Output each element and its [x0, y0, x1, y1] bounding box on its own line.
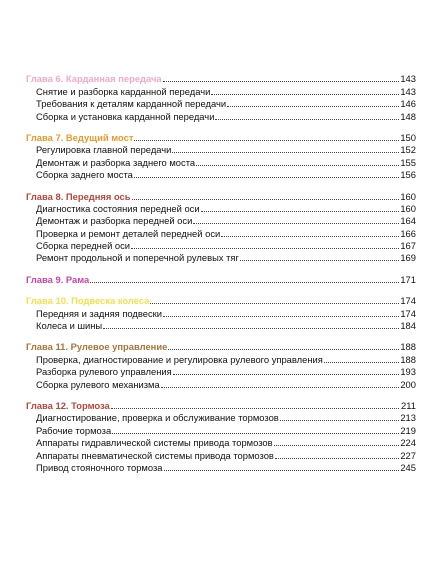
dot-leader [173, 374, 399, 375]
chapter-heading[interactable] [26, 341, 416, 353]
page-number: 146 [400, 98, 416, 110]
entry-title: Диагностирование, проверка и обслуживание тормозов [36, 412, 279, 424]
page-number: 143 [400, 73, 416, 85]
entry-title: Требования к деталям карданной передачи [36, 98, 227, 110]
page-number: 188 [400, 341, 416, 353]
entry-title: Разборка рулевого управления [36, 366, 172, 378]
dot-leader [240, 260, 399, 261]
page-number: 166 [400, 227, 416, 239]
dot-leader [211, 94, 399, 95]
dot-leader [168, 349, 399, 350]
chapter-heading[interactable] [26, 190, 416, 202]
chapter-title: Глава 9. Рама [26, 273, 90, 285]
entry-title: Проверка и ремонт деталей передней оси [36, 227, 221, 239]
entry-title: Проверка, диагностирование и регулировка рулевого управления [36, 353, 323, 365]
chapter-heading[interactable] [26, 400, 416, 412]
dot-leader [275, 458, 399, 459]
toc-entry[interactable] [26, 98, 416, 110]
entry-title: Передняя и задняя подвески [36, 307, 163, 319]
chapter-block [26, 295, 416, 332]
toc-entry[interactable] [26, 110, 416, 122]
entry-title: Сборка рулевого механизма [36, 378, 160, 390]
entry-title: Сборка передней оси [36, 240, 131, 252]
page-number: 150 [400, 131, 416, 143]
page-number: 171 [400, 273, 416, 285]
page-number: 143 [400, 85, 416, 97]
page-number: 169 [400, 252, 416, 264]
chapter-title: Глава 7. Ведущий мост [26, 131, 134, 143]
page-number: 174 [400, 295, 416, 307]
dot-leader [103, 328, 399, 329]
chapter-title: Глава 6. Карданная передача [26, 73, 162, 85]
chapter-title: Глава 8. Передняя ось [26, 190, 131, 202]
dot-leader [227, 106, 399, 107]
dot-leader [280, 420, 399, 421]
toc-entry[interactable] [26, 240, 416, 252]
toc-entry[interactable] [26, 353, 416, 365]
chapter-title: Глава 11. Рулевое управление [26, 341, 168, 353]
page-number: 160 [400, 190, 416, 202]
toc-entry[interactable] [26, 462, 416, 474]
page-number: 164 [400, 215, 416, 227]
entry-title: Демонтаж и разборка заднего моста [36, 156, 196, 168]
chapter-heading[interactable] [26, 132, 416, 144]
toc-entry[interactable] [26, 156, 416, 168]
page-number: 213 [400, 412, 416, 424]
dot-leader [221, 236, 399, 237]
dot-leader [90, 282, 399, 283]
chapter-block [26, 341, 416, 391]
toc-entry[interactable] [26, 227, 416, 239]
entry-title: Привод стояночного тормоза [36, 461, 163, 473]
page-number: 193 [400, 366, 416, 378]
dot-leader [193, 223, 399, 224]
dot-leader [196, 165, 399, 166]
dot-leader [274, 445, 399, 446]
entry-title: Аппараты пневматической системы привода тормозов [36, 449, 274, 461]
dot-leader [131, 248, 399, 249]
dot-leader [163, 316, 399, 317]
page-number: 152 [400, 144, 416, 156]
entry-title: Аппараты гидравлической системы привода тормозов [36, 437, 273, 449]
toc-entry[interactable] [26, 366, 416, 378]
page-number: 219 [400, 424, 416, 436]
chapter-heading[interactable] [26, 273, 416, 285]
chapter-title: Глава 12. Тормоза [26, 399, 110, 411]
entry-title: Диагностика состояния передней оси [36, 202, 200, 214]
dot-leader [164, 470, 400, 471]
entry-title: Сборка и установка карданной передачи [36, 110, 215, 122]
dot-leader [215, 119, 399, 120]
page-number: 184 [400, 320, 416, 332]
toc-entry[interactable] [26, 85, 416, 97]
toc-entry[interactable] [26, 412, 416, 424]
page-number: 167 [400, 240, 416, 252]
page-number: 155 [400, 156, 416, 168]
dot-leader [201, 211, 399, 212]
dot-leader [324, 362, 399, 363]
toc-entry[interactable] [26, 320, 416, 332]
chapter-heading[interactable] [26, 73, 416, 85]
page-number: 156 [400, 169, 416, 181]
dot-leader [163, 81, 399, 82]
page-number: 227 [400, 449, 416, 461]
dot-leader [111, 408, 399, 409]
dot-leader [172, 152, 399, 153]
page-number: 224 [400, 437, 416, 449]
toc-entry[interactable] [26, 424, 416, 436]
entry-title: Рабочие тормоза [36, 424, 112, 436]
entry-title: Демонтаж и разборка передней оси [36, 215, 193, 227]
page-number: 211 [401, 399, 416, 411]
page-number: 245 [400, 461, 416, 473]
toc-entry[interactable] [26, 378, 416, 390]
entry-title: Колеса и шины [36, 320, 103, 332]
toc-entry[interactable] [26, 215, 416, 227]
toc-entry[interactable] [26, 144, 416, 156]
table-of-contents [26, 73, 416, 483]
dot-leader [161, 387, 399, 388]
dot-leader [134, 140, 399, 141]
chapter-block [26, 73, 416, 123]
entry-title: Сборка заднего моста [36, 169, 133, 181]
chapter-title: Глава 10. Подвеска колеса [26, 295, 150, 307]
toc-entry[interactable] [26, 437, 416, 449]
dot-leader [132, 199, 399, 200]
toc-entry[interactable] [26, 169, 416, 181]
chapter-block [26, 132, 416, 182]
chapter-block [26, 190, 416, 264]
chapter-block [26, 273, 416, 285]
page-number: 174 [400, 307, 416, 319]
page-number: 188 [400, 353, 416, 365]
chapter-heading[interactable] [26, 295, 416, 307]
entry-title: Регулировка главной передачи [36, 144, 172, 156]
toc-entry[interactable] [26, 203, 416, 215]
toc-entry[interactable] [26, 449, 416, 461]
entry-title: Ремонт продольной и поперечной рулевых тяг [36, 252, 239, 264]
toc-entry[interactable] [26, 307, 416, 319]
page-number: 200 [400, 378, 416, 390]
toc-entry[interactable] [26, 252, 416, 264]
chapter-block [26, 400, 416, 474]
dot-leader [134, 177, 399, 178]
page-number: 160 [400, 202, 416, 214]
dot-leader [112, 433, 399, 434]
entry-title: Снятие и разборка карданной передачи [36, 85, 211, 97]
dot-leader [150, 303, 399, 304]
page-number: 148 [400, 110, 416, 122]
